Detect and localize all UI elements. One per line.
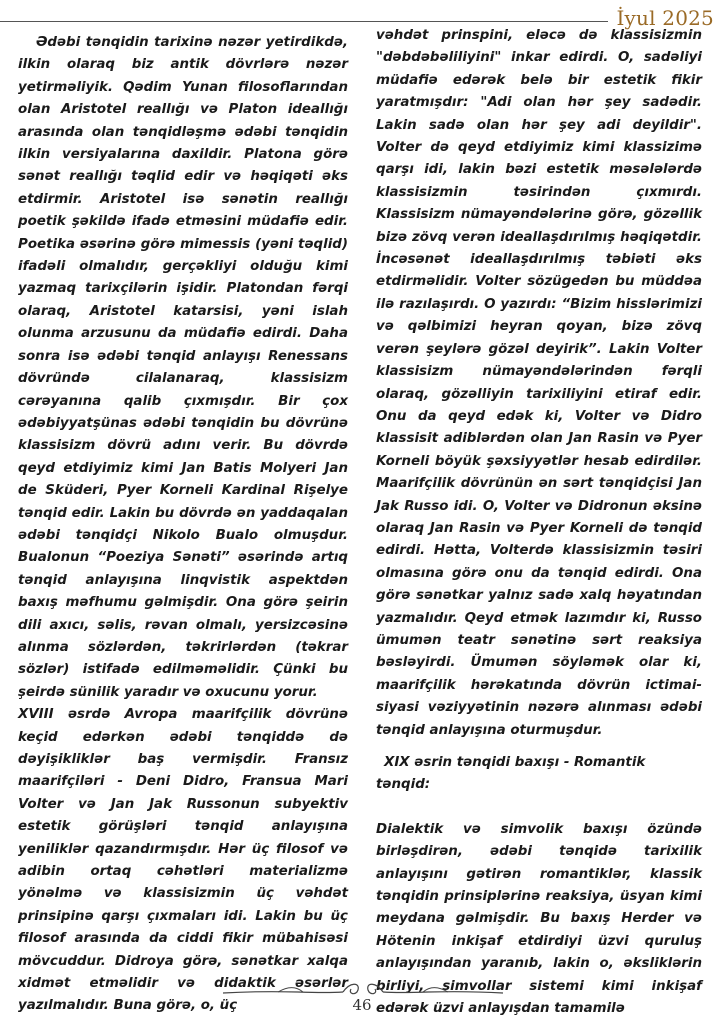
right-column [376, 25, 702, 1020]
header-rule [0, 21, 608, 22]
paragraph-romantic: Dialektik və simvolik baxışı özündə birləşdirən, ədəbi tənqidə tarixilik anlayışını gətirən romantiklər, klassik tənqidin prinsiplərinə reaksiya, üsyan kimi meydana gəlmişdir. Bu baxış Herder və Hötenin inkişaf etdirdiyi üzvi quruluş anlayışından yaranıb, lakin o, əksliklərin birliyi, simvollar sistemi kimi inkişaf edərək üzvi anlayışdan tamamilə [376, 821, 702, 1017]
paragraph-antiquity: Ədəbi tənqidin tarixinə nəzər yetirdikdə, ilkin olaraq biz antik dövrlərə nəzər yetirməliyik. Qədim Yunan filosoflarından olan Aristotel reallığı və Platon ideallığı arasında olan tənqidləşmə ədəbi tənqidin ilkin versiyalarına daxildir. Platona görə sənət reallığı təqlid edir və həqiqəti əks etdirmir. Aristotel isə sənətin reallığı poetik şəkildə ifadə etməsini müdafiə edir. Poetika əsərinə görə mimessis (yəni təqlid) ifadəli olmalıdır, gerçəkliyi olduğu kimi yazmaq tarixçilərin işidir. Platondan fərqi olaraq, Aristotel katarsisi, yəni islah olunma arzusunu da müdafiə edirdi. Daha sonra isə ədəbi tənqid anlayışı Renessans dövründə cilalanaraq, klassisizm cərəyanına qalib çıxmışdır. Bir çox ədəbiyyatşünas ədəbi tənqidin bu dövrünə klassisizm dövrü adını verir. Bu dövrdə qeyd etdiyimiz kimi Jan Batis Molyeri Jan de Sküderi, Pyer Korneli Kardinal Rişelye tənqid edir. Lakin bu dövrdə ən yaddaqalan ədəbi tənqidçi Nikolo Bualo olmuşdur. Bualonun “Poeziya Sənəti” əsərində artıq tənqid anlayışına linqvistik aspektdən baxış məfhumu gəlmişdir. Ona görə şeirin dili axıcı, səlis, rəvan olmalı, yersizcəsinə alınma sözlərdən, təkrirlərdən (təkrar sözlər) istifadə edilməməlidir. Çünki bu şeirdə sünilik yaradır və oxucunu yorur. [18, 35, 348, 700]
issue-date: İyul 2025 [616, 6, 714, 30]
left-column [18, 32, 348, 1018]
page-number: 46 [352, 996, 372, 1014]
section-heading-romantic: XIX əsrin tənqidi baxışı - Romantik tənqid: [376, 755, 646, 793]
paragraph-enlightenment: XVIII əsrdə Avropa maarifçilik dövrünə keçid edərkən ədəbi tənqiddə də dəyişikliklər baş vermişdir. Fransız maarifçiləri - Deni Didro, Fransua Mari Volter və Jan Jak Russonun subyektiv estetik görüşləri tənqid anlayışına yeniliklər qazandırmışdır. Hər üç filosof və adibin ortaq cəhətləri materializmə yönəlmə və klassisizmin üç vəhdət prinsipinə qarşı çıxmaları idi. Lakin bu üç filosof arasında da ciddi fikir mübahisəsi mövcuddur. Didroya görə, sənətkar xalqa xidmət etməlidir və didaktik əsərlər yazılmalıdır. Buna görə, o, üç [18, 707, 348, 1014]
paragraph-volter-didro: vəhdət prinspini, eləcə də klassisizmin "dəbdəbəliliyini" inkar edirdi. O, sadəliyi müdafiə edərək belə bir estetik fikir yaratmışdır: "Adi olan hər şey sadədir. Lakin sadə olan hər şey adi deyildir". Volter də qeyd etdiyimiz kimi klassizimə qarşı idi, lakin bəzi estetik məsələlərdə klassisizmin təsirindən çıxmırdı. Klassisizm nümayəndələrinə görə, gözəllik bizə zövq verən ideallaşdırılmış həqiqətdir. İncəsənət ideallaşdırılmış təbiəti əks etdirməlidir. Volter sözügedən bu müddəa ilə razılaşırdı. O yazırdı: “Bizim hisslərimizi və qəlbimizi heyran qoyan, bizə zövq verən şeylərə gözəl deyirik”. Lakin Volter klassisizm nümayəndələrindən fərqli olaraq, gözəlliyin tarixiliyini etiraf edir. Onu da qeyd edək ki, Volter və Didro klassisit adiblərdən olan Jan Rasin və Pyer Korneli böyük şəxsiyyətlər hesab edirdilər. Maarifçilik dövrünün ən sərt tənqidçisi Jan Jak Russo idi. O, Volter və Didronun əksinə olaraq Jan Rasin və Pyer Korneli də tənqid edirdi. Hətta, Volterdə klassisizmin təsiri olmasına görə onu da tənqid edirdi. Ona görə sənətkar yalnız sadə xalq həyatından yazmalıdır. Qeyd etmək lazımdır ki, Russo ümumən teatr sənətinə sərt reaksiya bəsləyirdi. Ümumən söyləmək olar ki, maarifçilik hərəkatında dövrün ictimai-siyasi vəziyyətinin nəzərə alınması ədəbi tənqid anlayışına oturmuşdur. [376, 28, 702, 738]
